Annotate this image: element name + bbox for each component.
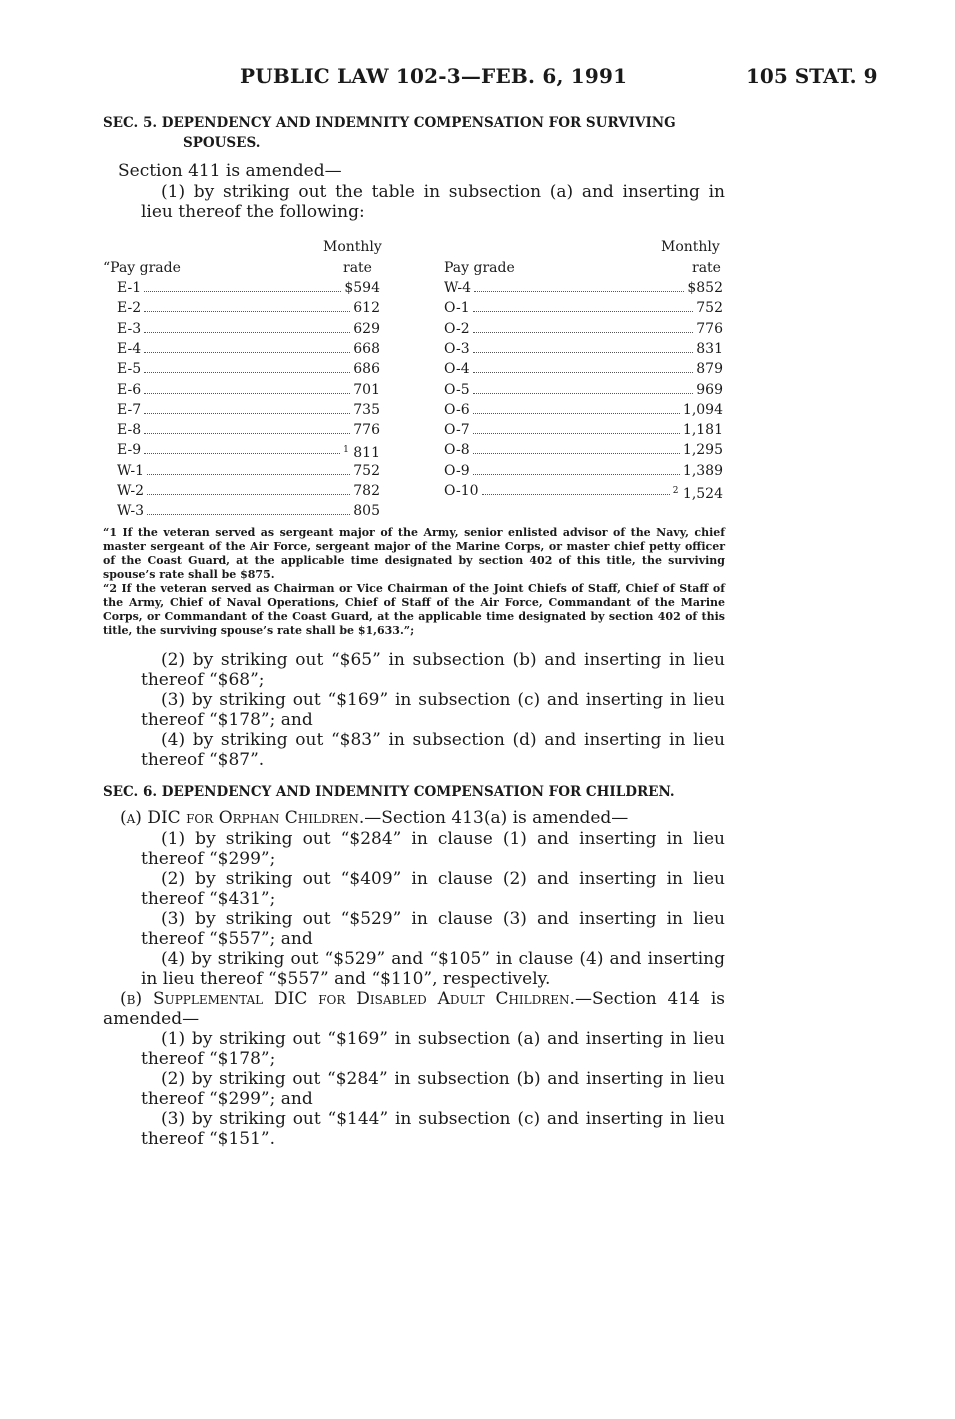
rate-value: 805 (353, 503, 380, 520)
left-rate-header: rate (343, 260, 372, 276)
pay-table-row (444, 298, 723, 318)
rate-cell (696, 359, 723, 379)
pay-table-row (444, 420, 723, 440)
right-pay-grade-header: Pay grade (444, 260, 515, 276)
section-6-a-item-2: (2) by striking out “$409” in clause (2) and inserting in lieu thereof “$431”; (141, 869, 725, 909)
rate-value: 879 (696, 361, 723, 378)
rate-value: 701 (353, 381, 380, 398)
rate-cell (353, 461, 380, 481)
rate-value: 776 (353, 422, 380, 439)
rate-cell (687, 278, 723, 298)
section-6-a-label: (a) DIC for Orphan Children. (120, 808, 365, 828)
pay-grade-cell: W-4 (444, 280, 472, 296)
dot-leader (144, 359, 350, 373)
dot-leader (144, 298, 350, 312)
rate-value: 1,094 (682, 401, 723, 418)
pay-table-row (117, 400, 380, 420)
rate-value: $594 (344, 280, 380, 296)
rate-cell (353, 380, 380, 400)
footnote-marker: 1 (343, 445, 349, 456)
section-6-heading: SEC. 6. DEPENDENCY AND INDEMNITY COMPENSATION FOR CHILDREN. (103, 784, 675, 800)
pay-table-row (117, 380, 380, 400)
pay-table-row (117, 481, 380, 501)
dot-leader (473, 400, 680, 414)
pay-table-row (444, 319, 723, 339)
right-monthly-header: Monthly (661, 239, 720, 255)
pay-grade-cell: E-8 (117, 422, 142, 439)
footnote-marker: 2 (672, 486, 679, 496)
rate-cell (353, 501, 380, 521)
rate-value: 1,181 (682, 422, 723, 439)
right-rate-header: rate (692, 260, 721, 276)
pay-grade-cell: W-1 (117, 462, 145, 479)
dot-leader (473, 420, 680, 434)
pay-table-row (444, 440, 723, 460)
dot-leader (147, 481, 350, 495)
rate-cell (683, 420, 723, 440)
rate-cell (353, 319, 380, 339)
page-header-stat: 105 STAT. 9 (746, 64, 878, 88)
pay-table-row (444, 359, 723, 379)
pay-grade-cell: O-6 (444, 401, 470, 418)
left-monthly-header: Monthly (323, 239, 382, 255)
section-6-b-label: (b) Supplemental DIC for Disabled Adult Children. (120, 989, 575, 1009)
dot-leader (144, 319, 350, 333)
section-6-a-intro (120, 808, 730, 829)
rate-cell (673, 481, 723, 501)
rate-cell (353, 298, 380, 318)
pay-grade-cell: O-5 (444, 381, 470, 398)
rate-cell (683, 400, 723, 420)
footnote-1: “1 If the veteran served as sergeant major of the Army, senior enlisted advisor of the Navy, chief master sergeant of the Air Force, sergeant major of the Marine Corps, or master chief petty officer of the Coast Guard, at the applicable time designated by section 402 of this title, the surviving spouse’s rate shall be $875. (103, 526, 725, 581)
rate-cell (344, 278, 380, 298)
pay-grade-cell: O-3 (444, 340, 470, 357)
pay-grade-cell: E-7 (117, 401, 142, 418)
section-6-a-item-1: (1) by striking out “$284” in clause (1) and inserting in lieu thereof “$299”; (141, 829, 725, 869)
dot-leader (144, 339, 350, 353)
dot-leader (473, 380, 694, 394)
pay-grade-cell: O-1 (444, 300, 470, 317)
pay-grade-cell: O-4 (444, 361, 470, 378)
pay-grade-cell: O-7 (444, 422, 470, 439)
rate-value: 1,389 (682, 462, 723, 479)
section-5-heading-line1: SEC. 5. DEPENDENCY AND INDEMNITY COMPENSATION FOR SURVIVING (103, 115, 676, 131)
rate-value: 776 (696, 320, 723, 337)
rate-cell (353, 481, 380, 501)
rate-cell (696, 319, 723, 339)
page-header-title: PUBLIC LAW 102-3—FEB. 6, 1991 (240, 64, 628, 88)
pay-table-row (117, 501, 380, 521)
dot-leader (147, 461, 350, 475)
rate-value: 668 (353, 340, 380, 357)
section-5-intro: Section 411 is amended— (118, 161, 342, 181)
section-5-item-2: (2) by striking out “$65” in subsection (b) and inserting in lieu thereof “$68”; (141, 650, 725, 690)
dot-leader (482, 481, 670, 495)
pay-grade-cell: E-5 (117, 361, 142, 378)
dot-leader (144, 400, 350, 414)
rate-value: 686 (353, 361, 380, 378)
rate-cell (353, 400, 380, 420)
rate-value: 735 (353, 401, 380, 418)
section-6-a-item-4: (4) by striking out “$529” and “$105” in clause (4) and inserting in lieu thereof “$557” and “$110”, respectively. (141, 949, 725, 989)
dot-leader (144, 440, 340, 454)
section-6-b-item-3: (3) by striking out “$144” in subsection (c) and inserting in lieu thereof “$151”. (141, 1109, 725, 1149)
dot-leader (474, 278, 684, 292)
section-6-b-intro (103, 989, 725, 1029)
section-6-a-item-3: (3) by striking out “$529” in clause (3) and inserting in lieu thereof “$557”; and (141, 909, 725, 949)
pay-table-row (117, 339, 380, 359)
pay-grade-cell: O-9 (444, 462, 470, 479)
pay-table-row (117, 298, 380, 318)
pay-grade-cell: E-2 (117, 300, 142, 317)
pay-table-row (444, 400, 723, 420)
pay-grade-cell: E-4 (117, 340, 142, 357)
rate-value: 1,295 (682, 442, 723, 459)
dot-leader (144, 278, 341, 292)
rate-value: 1,524 (682, 486, 723, 502)
section-5-heading-line2: SPOUSES. (183, 135, 261, 151)
pay-table-row (117, 440, 380, 460)
footnote-2: “2 If the veteran served as Chairman or Vice Chairman of the Joint Chiefs of Staff, Chief of Staff of the Army, Chief of Naval Operations, Chief of Staff of the Air Force, Commandant of the Marine Corps, or Commandant of the Coast Guard, at the applicable time designated by section 402 of this title, the surviving spouse’s rate shall be $1,633.”; (103, 582, 725, 637)
rate-cell (683, 461, 723, 481)
pay-table-row (444, 481, 723, 501)
rate-value: $852 (687, 280, 723, 296)
section-5-item-4: (4) by striking out “$83” in subsection (d) and inserting in lieu thereof “$87”. (141, 730, 725, 770)
pay-grade-cell: E-6 (117, 381, 142, 398)
section-5-item-1: (1) by striking out the table in subsection (a) and inserting in lieu thereof the following: (141, 182, 725, 222)
pay-table-row (117, 319, 380, 339)
pay-table-row (117, 420, 380, 440)
dot-leader (147, 501, 350, 515)
section-5-item-3: (3) by striking out “$169” in subsection (c) and inserting in lieu thereof “$178”; and (141, 690, 725, 730)
dot-leader (473, 319, 694, 333)
dot-leader (473, 298, 694, 312)
rate-cell (683, 440, 723, 460)
section-6-b-item-2: (2) by striking out “$284” in subsection (b) and inserting in lieu thereof “$299”; and (141, 1069, 725, 1109)
pay-grade-cell: E-1 (117, 280, 142, 296)
pay-table-row (444, 380, 723, 400)
pay-grade-cell: O-8 (444, 442, 470, 459)
rate-value: 752 (696, 300, 723, 317)
section-6-a-text: —Section 413(a) is amended— (364, 808, 629, 828)
pay-grade-cell: E-3 (117, 320, 142, 337)
rate-value: 782 (353, 483, 380, 499)
rate-cell (696, 339, 723, 359)
dot-leader (473, 339, 694, 353)
pay-grade-cell: O-10 (444, 483, 479, 499)
pay-table-row (117, 359, 380, 379)
section-6-b-item-1: (1) by striking out “$169” in subsection (a) and inserting in lieu thereof “$178”; (141, 1029, 725, 1069)
dot-leader (473, 359, 694, 373)
pay-grade-cell: W-2 (117, 483, 145, 499)
pay-table-row (117, 461, 380, 481)
rate-cell (343, 440, 380, 460)
rate-value: 811 (353, 445, 380, 462)
rate-cell (696, 380, 723, 400)
pay-table-row (444, 278, 723, 298)
section-5-heading (103, 113, 728, 153)
rate-value: 629 (353, 320, 380, 337)
rate-cell (353, 339, 380, 359)
rate-value: 752 (353, 462, 380, 479)
pay-grade-cell: E-9 (117, 442, 142, 459)
pay-grade-cell: W-3 (117, 503, 145, 520)
rate-value: 612 (353, 300, 380, 317)
rate-cell (696, 298, 723, 318)
dot-leader (473, 461, 680, 475)
left-pay-grade-header: “Pay grade (103, 260, 181, 276)
section-6-b-text: —Section 414 is amended— (103, 989, 725, 1029)
rate-cell (353, 359, 380, 379)
dot-leader (144, 380, 350, 394)
pay-grade-cell: O-2 (444, 320, 470, 337)
pay-table-row (444, 339, 723, 359)
dot-leader (473, 440, 680, 454)
rate-value: 969 (696, 381, 723, 398)
dot-leader (144, 420, 350, 434)
rate-cell (353, 420, 380, 440)
pay-table-row (444, 461, 723, 481)
pay-table-row (117, 278, 380, 298)
rate-value: 831 (696, 340, 723, 357)
